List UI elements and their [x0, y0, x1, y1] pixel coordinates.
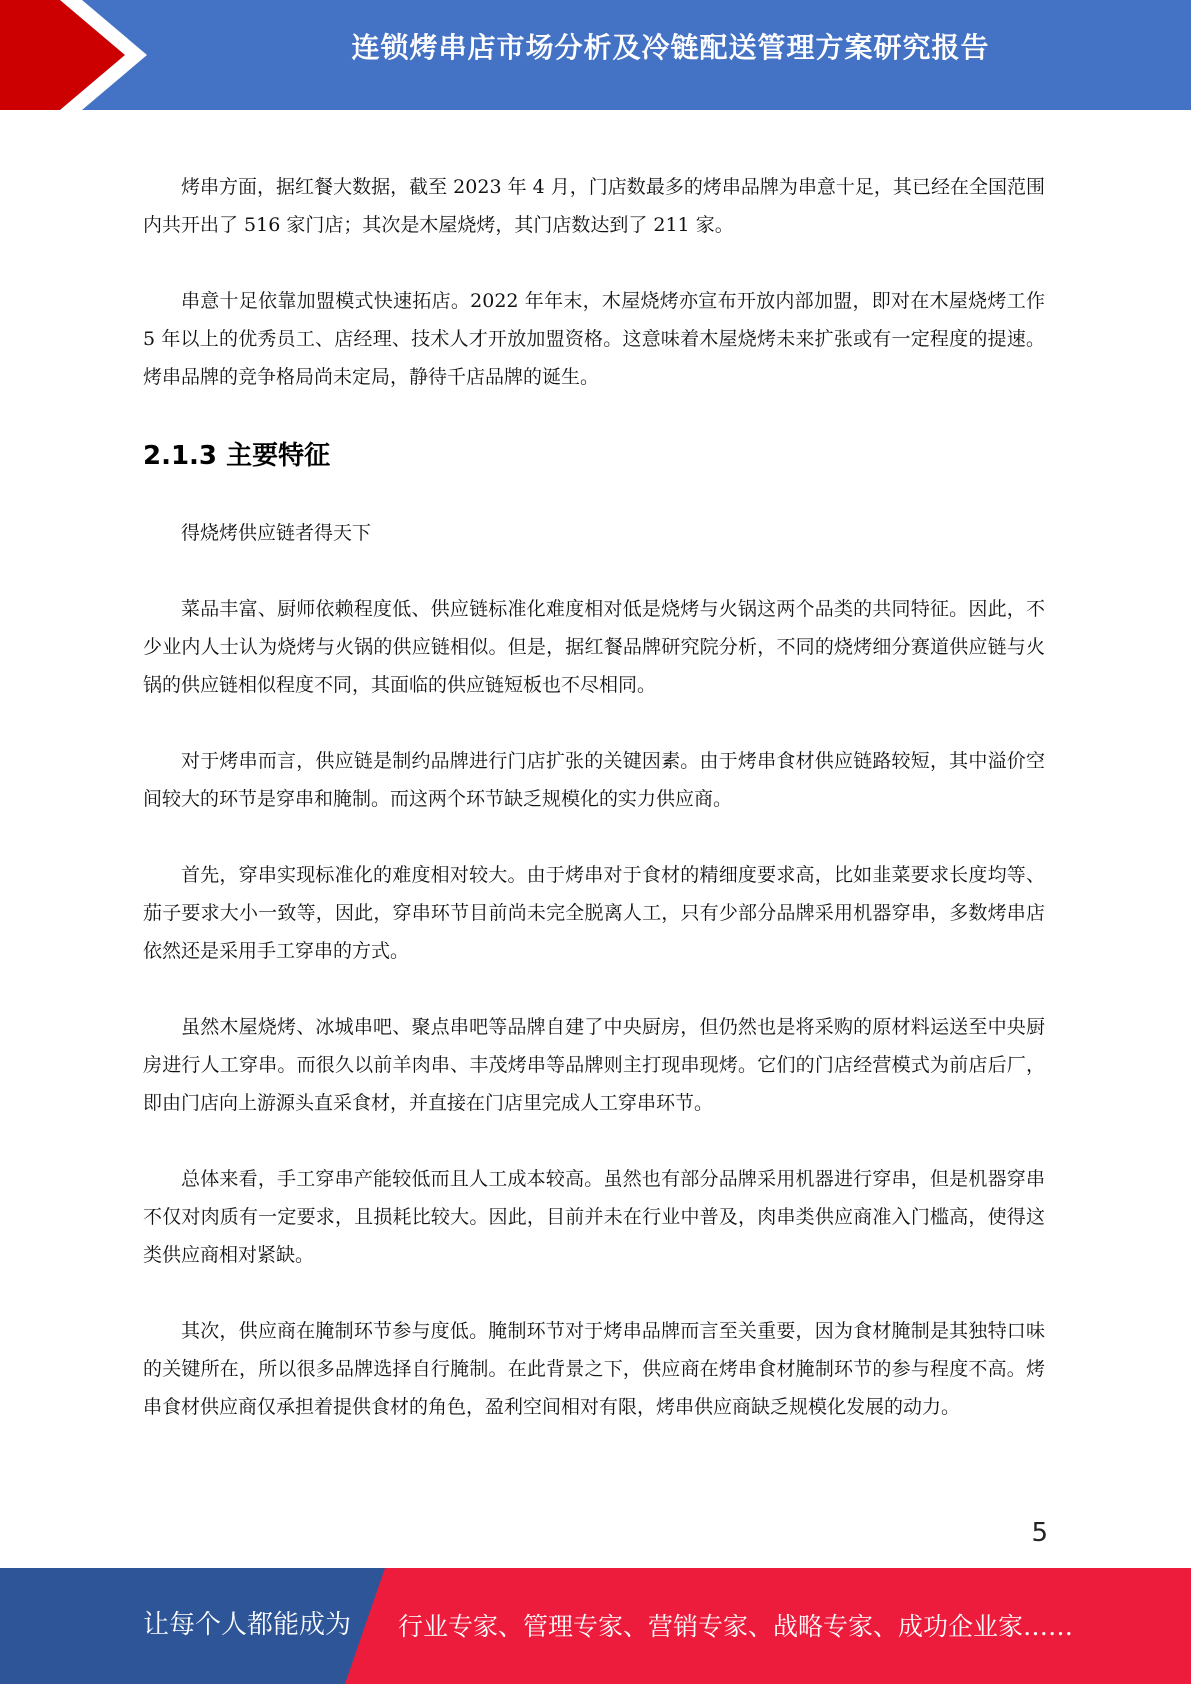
paragraph: 对于烤串而言，供应链是制约品牌进行门店扩张的关键因素。由于烤串食材供应链路较短，其中溢价空间较大的环节是穿串和腌制。而这两个环节缺乏规模化的实力供应商。	[143, 750, 1045, 810]
footer-slogan-right: 行业专家、管理专家、营销专家、战略专家、成功企业家……	[398, 1612, 1074, 1641]
paragraph: 其次，供应商在腌制环节参与度低。腌制环节对于烤串品牌而言至关重要，因为食材腌制是其独特口味的关键所在，所以很多品牌选择自行腌制。在此背景之下，供应商在烤串食材腌制环节的参与程度不高。烤串食材供应商仅承担着提供食材的角色，盈利空间相对有限，烤串供应商缺乏规模化发展的动力。	[143, 1320, 1045, 1418]
paragraph: 总体来看，手工穿串产能较低而且人工成本较高。虽然也有部分品牌采用机器进行穿串，但是机器穿串不仅对肉质有一定要求，且损耗比较大。因此，目前并未在行业中普及，肉串类供应商准入门槛高，使得这类供应商相对紧缺。	[143, 1168, 1045, 1266]
header-arrow-decoration	[0, 0, 160, 110]
footer-banner	[0, 1568, 1191, 1684]
document-body	[143, 168, 1045, 1426]
footer-slogan-left: 让每个人都能成为	[143, 1610, 352, 1640]
section-heading: 2.1.3 主要特征	[143, 441, 331, 471]
page-number: 5	[1031, 1518, 1048, 1548]
paragraph: 串意十足依靠加盟模式快速拓店。2022 年年末，木屋烧烤亦宣布开放内部加盟，即对在木屋烧烤工作 5 年以上的优秀员工、店经理、技术人才开放加盟资格。这意味着木屋烧烤未来扩张或有一定程度的提速。烤串品牌的竞争格局尚未定局，静待千店品牌的诞生。	[143, 290, 1045, 388]
header-banner	[0, 0, 1191, 110]
paragraph: 首先，穿串实现标准化的难度相对较大。由于烤串对于食材的精细度要求高，比如韭菜要求长度均等、茄子要求大小一致等，因此，穿串环节目前尚未完全脱离人工，只有少部分品牌采用机器穿串，多数烤串店依然还是采用手工穿串的方式。	[143, 864, 1045, 962]
subheading: 得烧烤供应链者得天下	[181, 522, 372, 544]
paragraph: 烤串方面，据红餐大数据，截至 2023 年 4 月，门店数最多的烤串品牌为串意十足，其已经在全国范围内共开出了 516 家门店；其次是木屋烧烤，其门店数达到了 211 家。	[143, 176, 1045, 236]
paragraph: 虽然木屋烧烤、冰城串吧、聚点串吧等品牌自建了中央厨房，但仍然也是将采购的原材料运送至中央厨房进行人工穿串。而很久以前羊肉串、丰茂烤串等品牌则主打现串现烤。它们的门店经营模式为前店后厂，即由门店向上游源头直采食材，并直接在门店里完成人工穿串环节。	[143, 1016, 1045, 1114]
paragraph: 菜品丰富、厨师依赖程度低、供应链标准化难度相对低是烧烤与火锅这两个品类的共同特征。因此，不少业内人士认为烧烤与火锅的供应链相似。但是，据红餐品牌研究院分析，不同的烧烤细分赛道供应链与火锅的供应链相似程度不同，其面临的供应链短板也不尽相同。	[143, 598, 1045, 696]
report-title: 连锁烤串店市场分析及冷链配送管理方案研究报告	[351, 31, 990, 64]
